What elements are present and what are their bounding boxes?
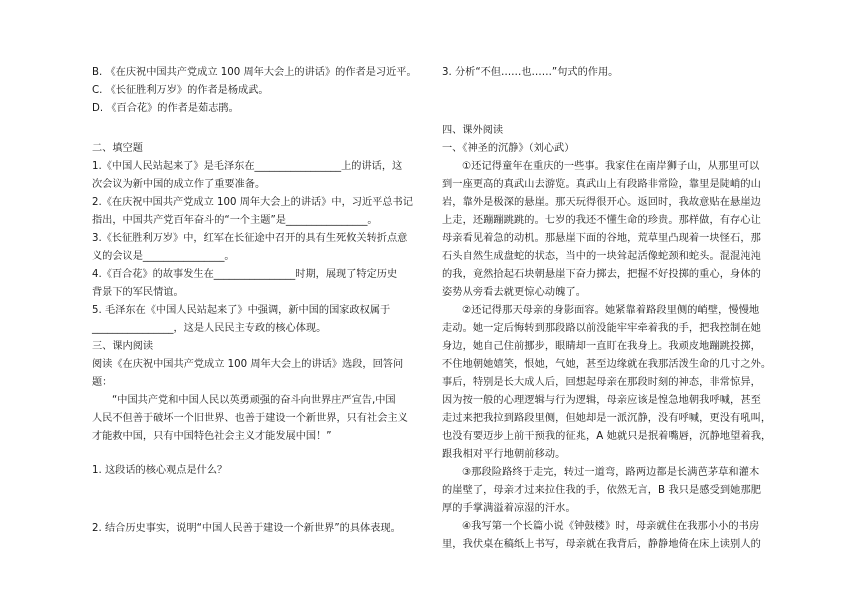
text-line: 岩，靠外是极深的悬崖。那天玩得很开心。返回时，我故意贴在悬崖边	[442, 197, 761, 208]
fill-line: 次会议为新中国的成立作了重要准备。	[92, 179, 266, 190]
article-paragraph-3	[442, 464, 772, 518]
text-line: 的我，竟然拾起石块朝悬崖下奋力掷去，把握不好投掷的重心，身体的	[442, 269, 761, 280]
text-line: 里，我伏桌在稿纸上书写，母亲就在我背后，静静地倚在床上读别人的	[442, 539, 761, 550]
choice-options	[92, 64, 424, 118]
question-1: 1. 这段话的核心观点是什么？	[92, 465, 228, 476]
question-2: 2. 结合历史事实，说明“中国人民善于建设一个新世界”的具体表现。	[92, 523, 401, 534]
text-line: ③那段险路终于走完，转过一道弯，路两边都是长满芭茅草和灌木	[462, 467, 760, 478]
text-line: 走动。她一定后悔转到那段路以前没能牢牢牵着我的手，把我控制在她	[442, 323, 761, 334]
fill-line: 4.《百合花》的故事发生在________________时期，展现了特定历史	[92, 269, 398, 280]
reading-intro: 题：	[92, 377, 113, 388]
quote-line: 才能救中国，只有中国特色社会主义才能发展中国！”	[92, 431, 332, 442]
right-column	[442, 64, 772, 554]
fill-line: 1.《中国人民站起来了》是毛泽东在_________________上的讲话，这	[92, 161, 403, 172]
fill-line: ________________，这是人民民主专政的核心体现。	[92, 323, 327, 334]
quote-passage	[92, 392, 424, 446]
option-d: D. 《百合花》的作者是茹志鹃。	[92, 103, 239, 114]
text-line: 不住地朝她嬉笑，恨她，气她，甚至边缘就在我那活泼生命的几寸之外。	[442, 359, 772, 370]
text-line: 石头自然生成盘蛇的状态，当中的一块耸起活像蛇颈和蛇头。混混沌沌	[442, 251, 761, 262]
text-line: 厚的手掌满溢着凉湿的汗水。	[442, 503, 576, 514]
text-line: 到一座更高的真武山去游览。真武山上有段路非常险，靠里是陡峭的山	[442, 179, 761, 190]
fill-line: 背景下的军民情谊。	[92, 287, 184, 298]
text-line: 上走，还蹦蹦跳跳的。七岁的我还不懂生命的珍贵。那样做，有存心让	[442, 215, 761, 226]
quote-line: 人民不但善于破坏一个旧世界、也善于建设一个新世界，只有社会主义	[92, 413, 408, 424]
article-paragraph-1	[442, 158, 772, 302]
quote-line: “中国共产党和中国人民以英勇顽强的奋斗向世界庄严宣告,中国	[112, 395, 396, 406]
text-line: 走过来把我拉到路段里侧，但她却是一派沉静，没有呼喊，更没有吼叫，	[442, 413, 772, 424]
fill-line: 5. 毛泽东在《中国人民站起来了》中强调，新中国的国家政权属于	[92, 305, 391, 316]
fill-line: 3.《长征胜利万岁》中，红军在长征途中召开的具有生死攸关转折点意	[92, 233, 408, 244]
text-line: 事后，特别是长大成人后，回想起母亲在那段时刻的神态，非常惊异，	[442, 377, 761, 388]
left-column	[92, 64, 424, 538]
text-line: 跟我相对平行地朝前移动。	[442, 449, 566, 460]
question-3: 3. 分析“不但……也……”句式的作用。	[442, 67, 619, 78]
text-line: 因为按一般的心理逻辑与行为逻辑，母亲应该是惶急地朝我呼喊，甚至	[442, 395, 761, 406]
text-line: ④我写第一个长篇小说《钟鼓楼》时，母亲就住在我那小小的书房	[462, 521, 760, 532]
article-paragraph-2	[442, 302, 772, 464]
text-line: 姿势从旁看去就更惊心动魄了。	[442, 287, 587, 298]
reading-intro: 阅读《在庆祝中国共产党成立 100 周年大会上的讲话》选段，回答问	[92, 359, 404, 370]
fill-line: 2.《在庆祝中国共产党成立 100 周年大会上的讲话》中，习近平总书记	[92, 197, 413, 208]
text-line: 身边，她自己住前挪步，眼睛却一直盯在我身上。我顽皮地蹦跳投掷，	[442, 341, 761, 352]
article-title: 一、《神圣的沉静》（刘心武）	[442, 143, 575, 154]
option-c: C. 《长征胜利万岁》的作者是杨成武。	[92, 85, 269, 96]
article-paragraph-4	[442, 518, 772, 554]
text-line: 母亲看见着急的动机。那悬崖下面的谷地，荒草里凸现着一块怪石，那	[442, 233, 761, 244]
text-line: 的崖壁了，母亲才过来拉住我的手，依然无言，B 我只是感受到她那肥	[442, 485, 762, 496]
fill-line: 义的会议是________________。	[92, 251, 235, 262]
text-line: 也没有要迈步上前干预我的征兆，A 她就只是抿着嘴唇，沉静地望着我，	[442, 431, 772, 442]
section-fill-blank-title: 二、填空题	[92, 143, 143, 154]
fill-blank-questions	[92, 158, 424, 338]
text-line: ②还记得那天母亲的身影面容。她紧靠着路段里侧的峭壁，慢慢地	[462, 305, 760, 316]
option-b: B. 《在庆祝中国共产党成立 100 周年大会上的讲话》的作者是习近平。	[92, 67, 417, 78]
section-in-class-reading-title: 三、课内阅读	[92, 341, 154, 352]
fill-line: 指出，中国共产党百年奋斗的“一个主题”是________________。	[92, 215, 378, 226]
section-extra-reading-title: 四、课外阅读	[442, 125, 504, 136]
text-line: ①还记得童年在重庆的一些事。我家住在南岸狮子山，从那里可以	[462, 161, 760, 172]
